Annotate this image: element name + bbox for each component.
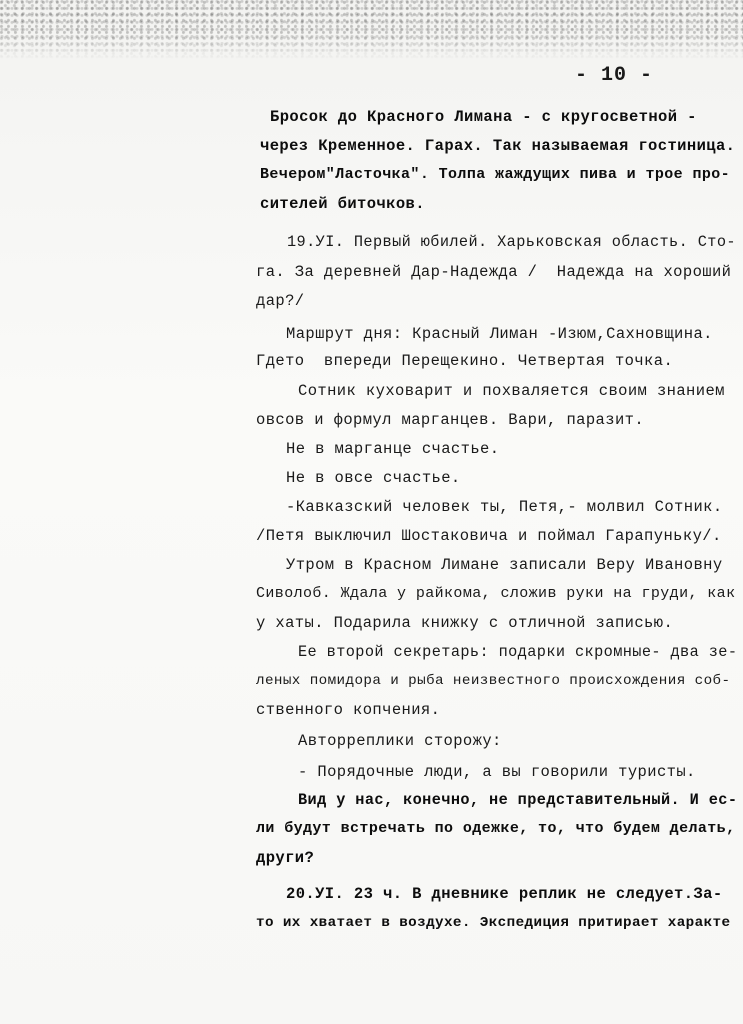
text-line: леных помидора и рыба неизвестного происхождения соб- (256, 673, 731, 689)
text-line: то их хватает в воздухе. Экспедиция притирает характе (256, 915, 731, 931)
text-line: Не в овсе счастье. (286, 469, 461, 487)
text-line: дар?/ (256, 292, 305, 310)
text-line: /Петя выключил Шостаковича и поймал Гарапуньку/. (256, 527, 722, 545)
page-number: - 10 - (575, 64, 654, 87)
text-line: Сотник куховарит и похваляется своим знанием (298, 382, 725, 400)
text-line: сителей биточков. (260, 195, 425, 213)
text-line: Маршрут дня: Красный Лиман -Изюм,Сахновщина. (286, 325, 713, 343)
text-line: -Кавказский человек ты, Петя,- молвил Сотник. (286, 498, 723, 516)
text-line: Бросок до Красного Лимана - с кругосветной - (270, 108, 697, 126)
text-line: Авторреплики сторожу: (298, 732, 502, 750)
text-line: ственного копчения. (256, 701, 441, 719)
text-line: Вид у нас, конечно, не представительный. И ес- (298, 791, 738, 809)
text-line: - Порядочные люди, а вы говорили туристы. (298, 763, 696, 781)
text-line: Гдето впереди Перещекино. Четвертая точка. (256, 352, 674, 370)
text-line: 19.УI. Первый юбилей. Харьковская область. Сто- (287, 233, 736, 251)
text-line: Ее второй секретарь: подарки скромные- два зе- (298, 643, 738, 661)
text-line: други? (256, 849, 315, 867)
text-line: ли будут встречать по одежке, то, что будем делать, (256, 820, 736, 837)
text-line: га. За деревней Дар-Надежда / Надежда на хороший (256, 263, 732, 281)
text-line: у хаты. Подарила книжку с отличной записью. (256, 614, 674, 632)
text-line: 20.УI. 23 ч. В дневнике реплик не следует.За- (286, 885, 723, 903)
text-line: Сиволоб. Ждала у райкома, сложив руки на груди, как (256, 585, 736, 602)
text-line: через Кременное. Гарах. Так называемая гостиница. (260, 137, 736, 155)
text-line: Вечером"Ласточка". Толпа жаждущих пива и трое про- (260, 166, 731, 183)
text-line: Утром в Красном Лимане записали Веру Ивановну (286, 556, 723, 574)
text-line: овсов и формул марганцев. Вари, паразит. (256, 411, 645, 429)
text-line: Не в марганце счастье. (286, 440, 500, 458)
